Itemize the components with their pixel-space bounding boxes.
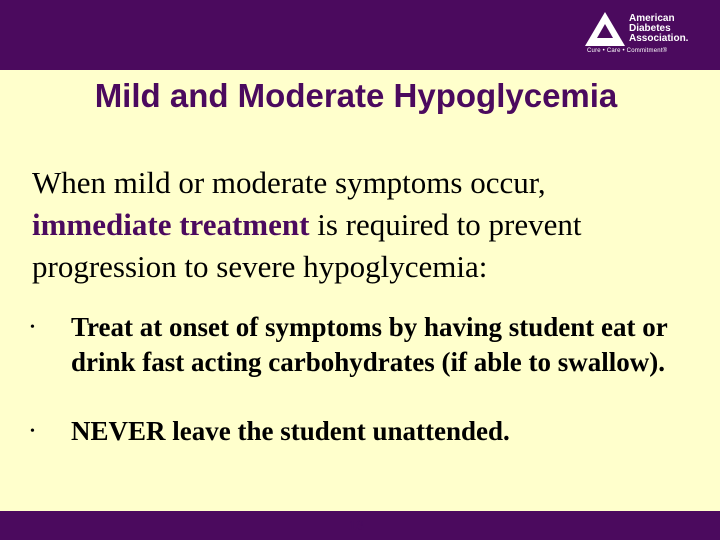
header-bar <box>0 0 720 70</box>
intro-text-after: is required to prevent progression to severe hypoglycemia: <box>32 207 582 284</box>
ada-logo <box>585 10 715 60</box>
bullet-marker: • <box>30 424 35 439</box>
bullet-item <box>30 414 710 449</box>
bullet-marker: • <box>30 320 35 335</box>
logo-tagline: Cure • Care • Commitment® <box>587 48 668 54</box>
slide-title: Mild and Moderate Hypoglycemia <box>94 77 618 114</box>
bullet-item <box>30 310 710 380</box>
bullet-list <box>30 310 710 449</box>
ada-logo-text <box>629 14 688 44</box>
logo-line-1: American <box>629 13 675 24</box>
logo-line-2: Diabetes <box>629 23 671 34</box>
intro-text-before: When mild or moderate symptoms occur, <box>32 165 546 200</box>
intro-paragraph <box>32 162 702 288</box>
bullet-text: NEVER leave the student unattended. <box>71 416 510 446</box>
intro-emphasis: immediate treatment <box>32 207 310 242</box>
bullet-text: Treat at onset of symptoms by having student eat or drink fast acting carbohydrates (if able to swallow). <box>71 312 668 377</box>
page-number: 18 <box>348 517 364 533</box>
ada-triangle-logo-icon <box>585 12 625 46</box>
logo-line-3: Association. <box>629 33 689 44</box>
